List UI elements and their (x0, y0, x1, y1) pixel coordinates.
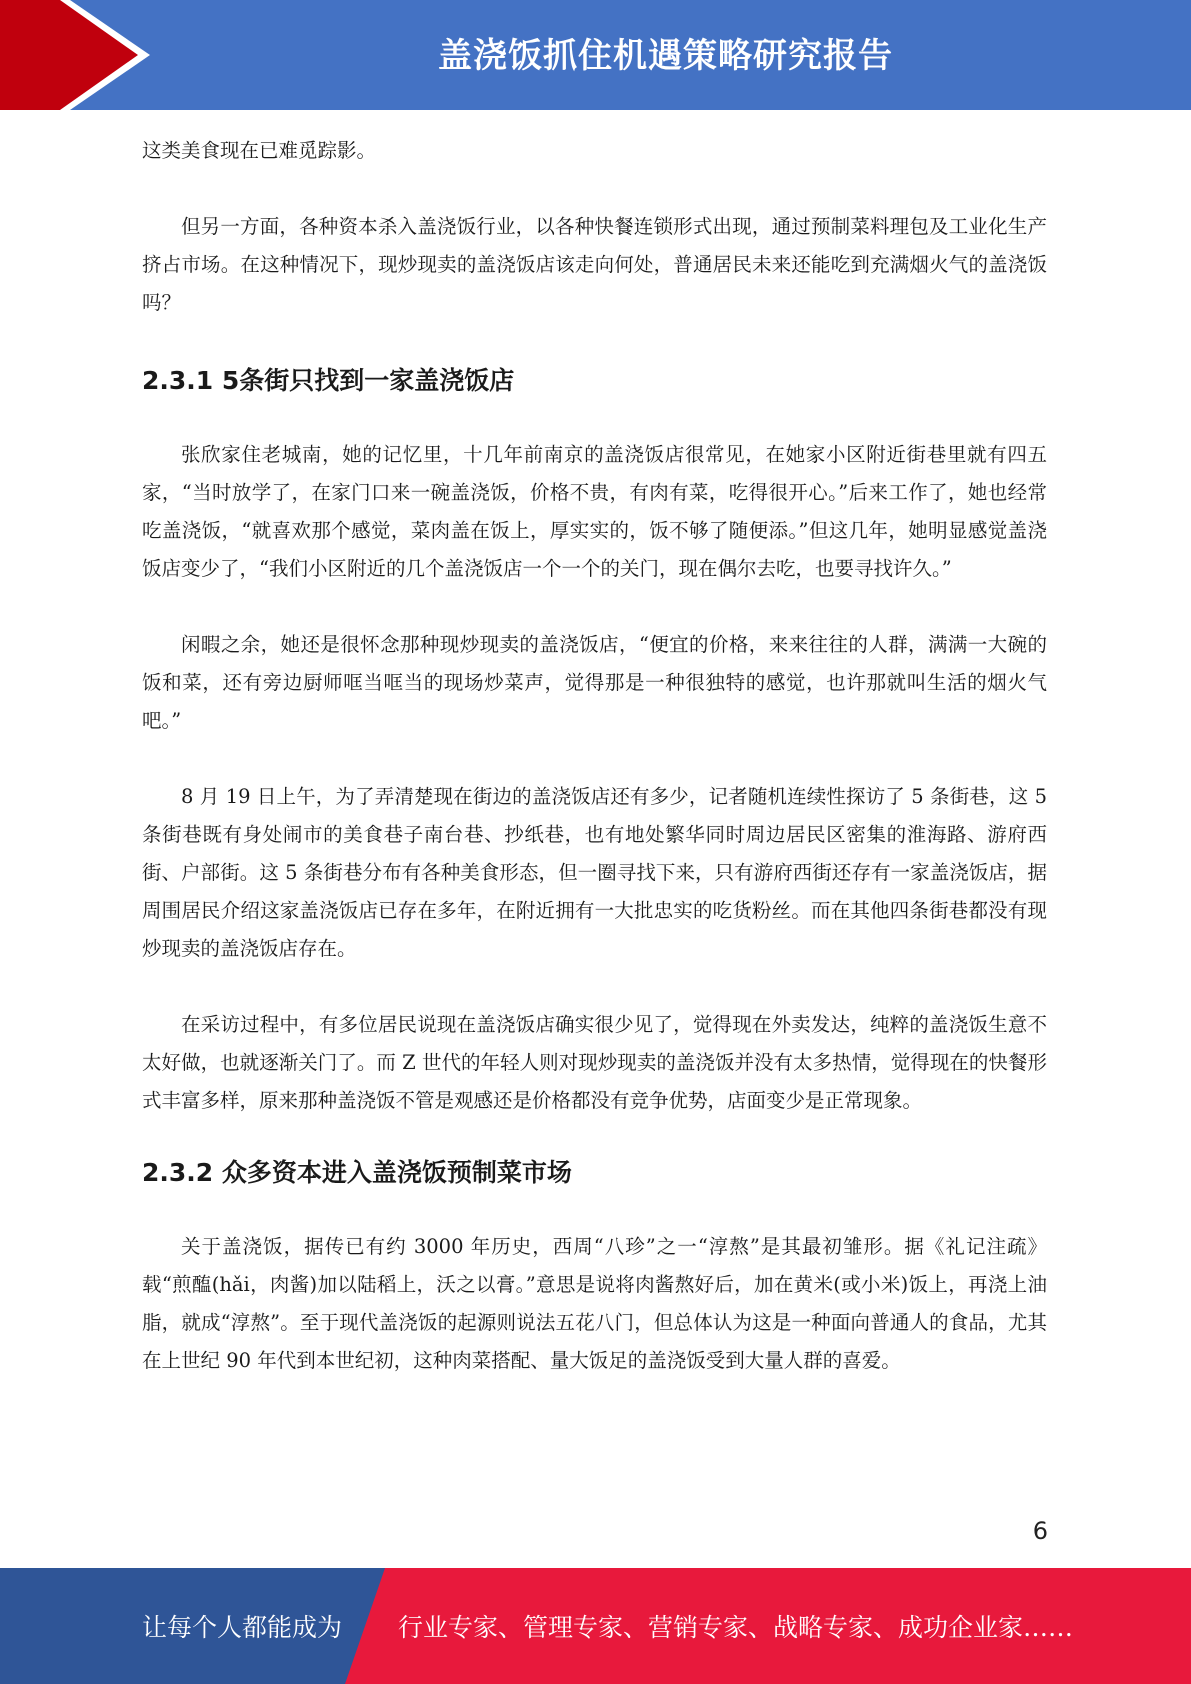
paragraph: 8 月 19 日上午，为了弄清楚现在街边的盖浇饭店还有多少，记者随机连续性探访了 5 条街巷，这 5 条街巷既有身处闹市的美食巷子南台巷、抄纸巷，也有地处繁华同时周边居民区密集的淮海路、游府西街、户部街。这 5 条街巷分布有各种美食形态，但一圈寻找下来，只有游府西街还存有一家盖浇饭店，据周围居民介绍这家盖浇饭店已存在多年，在附近拥有一大批忠实的吃货粉丝。而在其他四条街巷都没有现炒现卖的盖浇饭店存在。 (142, 785, 1047, 960)
section-heading-2-3-1: 2.3.1 5条街只找到一家盖浇饭店 (142, 366, 515, 395)
footer-slogan-right: 行业专家、管理专家、营销专家、战略专家、成功企业家…… (398, 1613, 1074, 1642)
paragraph: 在采访过程中，有多位居民说现在盖浇饭店确实很少见了，觉得现在外卖发达，纯粹的盖浇饭生意不太好做，也就逐渐关门了。而 Z 世代的年轻人则对现炒现卖的盖浇饭并没有太多热情，觉得现在的快餐形式丰富多样，原来那种盖浇饭不管是观感还是价格都没有竞争优势，店面变少是正常现象。 (142, 1013, 1047, 1112)
page-header (0, 0, 1191, 110)
page-footer (0, 1568, 1191, 1684)
report-title: 盖浇饭抓住机遇策略研究报告 (438, 35, 893, 76)
paragraph: 但另一方面，各种资本杀入盖浇饭行业，以各种快餐连锁形式出现，通过预制菜料理包及工业化生产挤占市场。在这种情况下，现炒现卖的盖浇饭店该走向何处，普通居民未来还能吃到充满烟火气的盖浇饭吗？ (142, 215, 1047, 314)
paragraph: 张欣家住老城南，她的记忆里，十几年前南京的盖浇饭店很常见，在她家小区附近街巷里就有四五家，“当时放学了，在家门口来一碗盖浇饭，价格不贵，有肉有菜，吃得很开心。”后来工作了，她也经常吃盖浇饭，“就喜欢那个感觉，菜肉盖在饭上，厚实实的，饭不够了随便添。”但这几年，她明显感觉盖浇饭店变少了，“我们小区附近的几个盖浇饭店一个一个的关门，现在偶尔去吃，也要寻找许久。” (142, 443, 1047, 580)
document-body (142, 132, 1047, 1380)
footer-slogan-left: 让每个人都能成为 (142, 1613, 343, 1642)
paragraph: 关于盖浇饭，据传已有约 3000 年历史，西周“八珍”之一“淳熬”是其最初雏形。据《礼记注疏》载“煎醢(hǎi，肉酱)加以陆稻上，沃之以膏。”意思是说将肉酱熬好后，加在黄米(或小米)饭上，再浇上油脂，就成“淳熬”。至于现代盖浇饭的起源则说法五花八门，但总体认为这是一种面向普通人的食品，尤其在上世纪 90 年代到本世纪初，这种肉菜搭配、量大饭足的盖浇饭受到大量人群的喜爱。 (142, 1235, 1047, 1372)
section-heading-2-3-2: 2.3.2 众多资本进入盖浇饭预制菜市场 (142, 1158, 572, 1187)
paragraph: 这类美食现在已难觅踪影。 (142, 139, 377, 162)
page-number: 6 (1032, 1517, 1048, 1545)
paragraph: 闲暇之余，她还是很怀念那种现炒现卖的盖浇饭店，“便宜的价格，来来往往的人群，满满一大碗的饭和菜，还有旁边厨师哐当哐当的现场炒菜声，觉得那是一种很独特的感觉，也许那就叫生活的烟火气吧。” (142, 633, 1047, 732)
